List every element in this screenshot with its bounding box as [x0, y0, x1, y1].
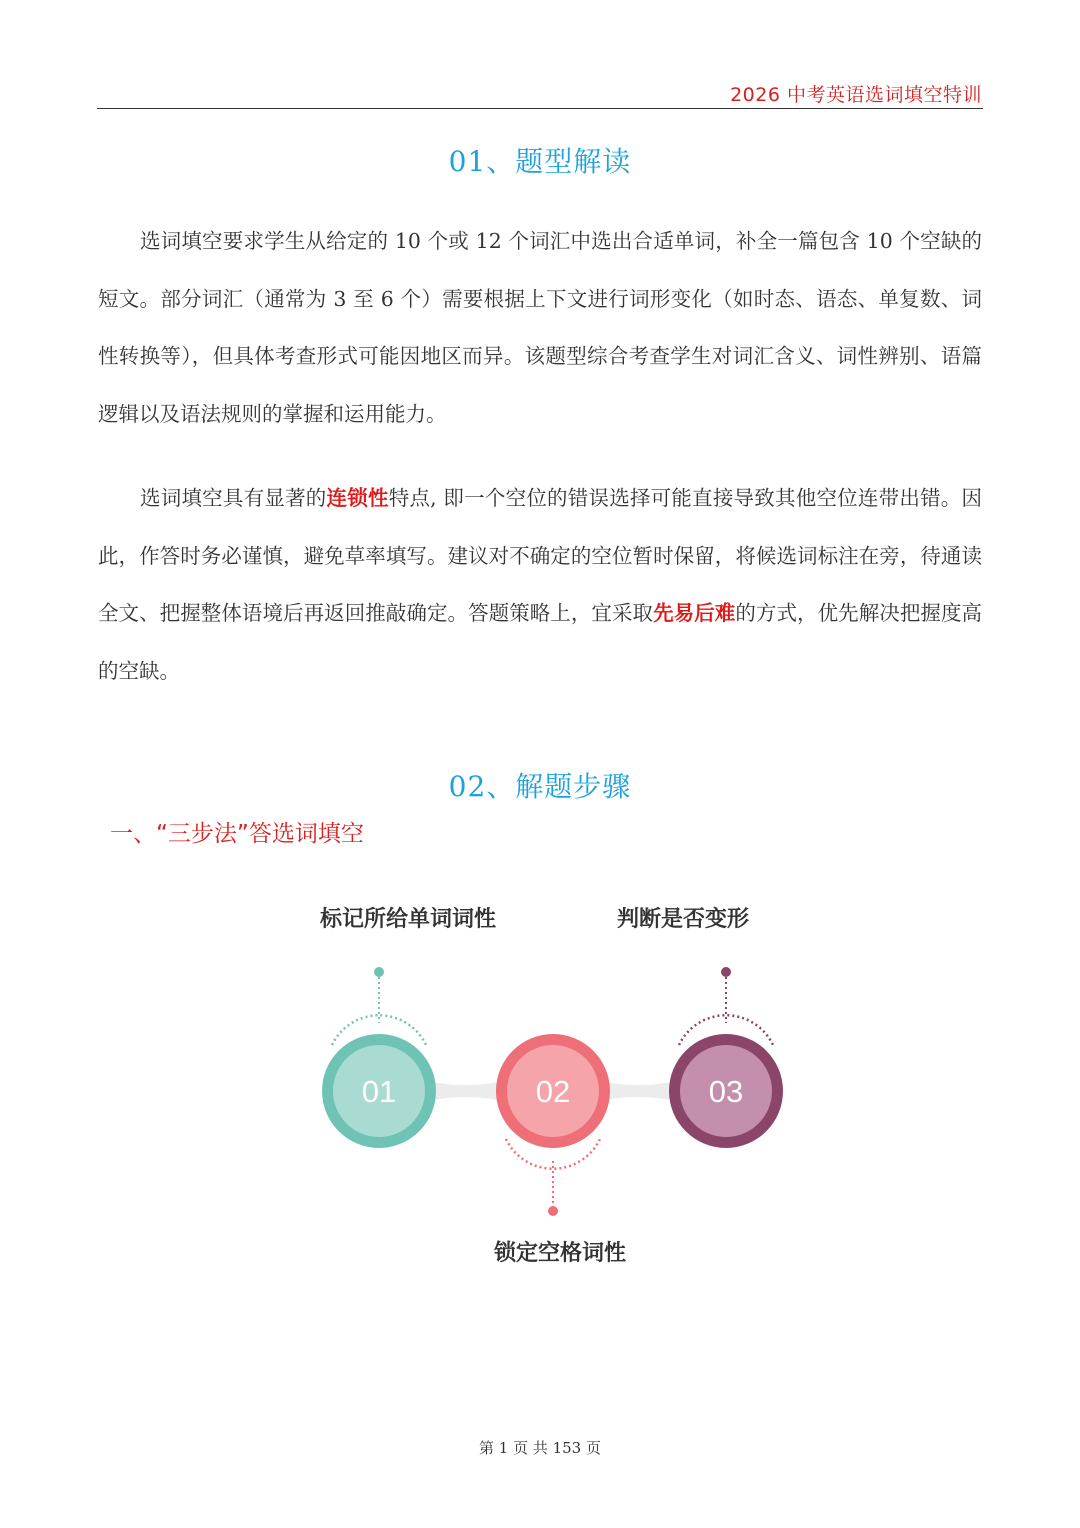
step-number-3: 03 — [708, 1074, 744, 1109]
section-title-2: 02、解题步骤 — [448, 770, 632, 803]
marker-dot — [374, 967, 384, 977]
header-divider — [97, 108, 983, 109]
page-footer: 第 1 页 共 153 页 — [478, 1439, 601, 1457]
step-label-1: 标记所给单词词性 — [320, 907, 497, 932]
highlight-easy-first: 先易后难 — [653, 601, 736, 625]
paragraph-intro: 选词填空要求学生从给定的 10 个或 12 个词汇中选出合适单词，补全一篇包含 10 个空缺的短文。部分词汇（通常为 3 至 6 个）需要根据上下文进行词形变化（如时态、语态、单复数、词性转换等），但具体考查形式可能因地区而异。该题型综合考查学生对词汇含义、词性辨别、语篇逻辑以及语法规则的掌握和运用能力。 — [98, 229, 982, 426]
paragraph-text: 选词填空具有显著的 — [140, 486, 327, 510]
step-label-3: 判断是否变形 — [617, 907, 750, 932]
step-node-1 — [322, 967, 436, 1148]
step-node-3 — [669, 967, 783, 1148]
step-label-2: 锁定空格词性 — [494, 1241, 627, 1266]
three-step-subheading: 一、“三步法”答选词填空 — [110, 821, 364, 847]
paragraph-strategy — [98, 470, 982, 700]
marker-dot — [721, 967, 731, 977]
three-step-diagram — [300, 955, 800, 1225]
paragraph-text: 的方式，优先解决把握度高的空缺。 — [98, 601, 983, 683]
section-title-1: 01、题型解读 — [448, 145, 632, 178]
marker-dot — [548, 1206, 558, 1216]
highlight-chain-effect: 连锁性 — [326, 486, 389, 510]
step-number-1: 01 — [361, 1074, 397, 1109]
step-number-2: 02 — [535, 1074, 571, 1109]
step-node-2 — [496, 1034, 610, 1216]
paragraph-text: 特点, 即一个空位的错误选择可能直接导致其他空位连带出错。因此，作答时务必谨慎，避免草率填写。建议对不确定的空位暂时保留，将候选词标注在旁，待通读全文、把握整体语境后再返回推敲确定。答题策略上，宜采取 — [98, 486, 983, 625]
document-header-title: 2026 中考英语选词填空特训 — [730, 84, 982, 106]
